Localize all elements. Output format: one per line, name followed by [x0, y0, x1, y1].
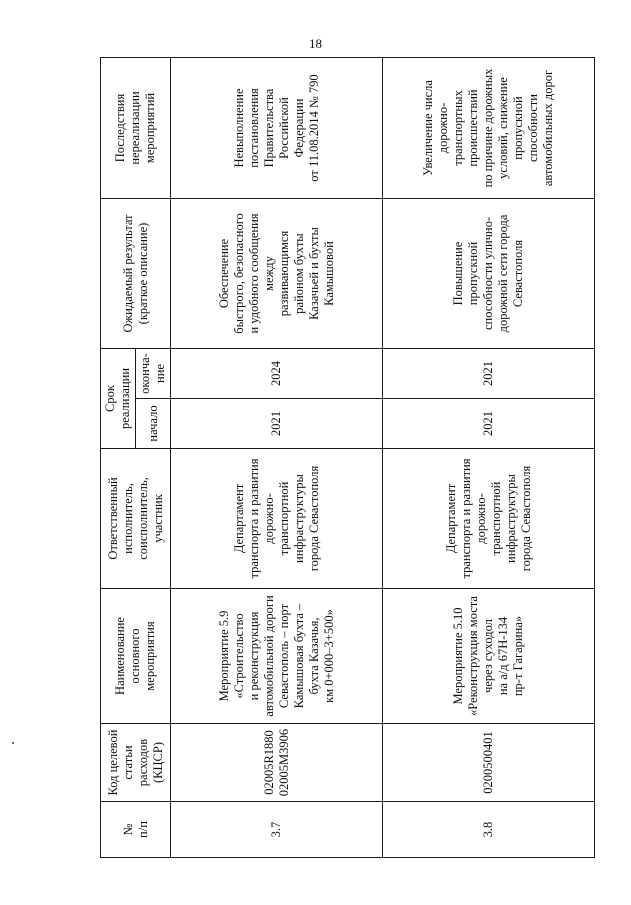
row-responsible: Департамент транспорта и развития дорожно- транспортной инфраструктуры города Севастополя [171, 449, 383, 589]
header-end: оконча- ние [136, 349, 171, 399]
header-consequences: Последствия нереализации мероприятий [101, 58, 171, 199]
row-num: 3.8 [383, 802, 595, 858]
header-result: Ожидаемый результат (краткое описание) [101, 199, 171, 349]
row-consequences: Увеличение числа дорожно- транспортных происшествий по причине дорожных условий, снижение пропускной способности автомобильных дорог [383, 58, 595, 199]
page-number: 18 [309, 36, 322, 51]
row-name: Мероприятие 5.10 «Реконструкция моста через суходол на а/д 67Н-134 пр-т Гагарина» [383, 589, 595, 724]
row-responsible: Департамент транспорта и развития дорожно- транспортной инфраструктуры города Севастополя [383, 449, 595, 589]
row-code: 02005R1880 02005M3906 [171, 724, 383, 802]
row-code: 0200500401 [383, 724, 595, 802]
header-start: начало [136, 399, 171, 449]
scan-artifact [12, 742, 14, 744]
row-num: 3.7 [171, 802, 383, 858]
header-responsible: Ответственный исполнитель, соисполнитель, участник [101, 449, 171, 589]
header-num: № п/п [101, 802, 171, 858]
header-name: Наименование основного мероприятия [101, 589, 171, 724]
row-consequences: Невыполнение постановления Правительства Российской Федерации от 11.08.2014 № 790 [171, 58, 383, 199]
row-end: 2024 [171, 349, 383, 399]
row-start: 2021 [171, 399, 383, 449]
table-row [383, 58, 595, 858]
header-code: Код целевой статьи расходов (КЦСР) [101, 724, 171, 802]
measures-table [100, 57, 595, 858]
row-name: Мероприятие 5.9 «Строительство и реконструкция автомобильной дороги Севастополь – порт Камышовая бухта – бухта Казачья, км 0+000–3+500» [171, 589, 383, 724]
row-result: Повышение пропускной способности улично- дорожной сети города Севастополя [383, 199, 595, 349]
rotated-table-container [100, 58, 580, 858]
row-result: Обеспечение быстрого, безопасного и удобного сообщения между развивающимся районом бухты Казачьей и бухты Камышовой [171, 199, 383, 349]
header-term: Срок реализации [101, 349, 136, 449]
row-start: 2021 [383, 399, 595, 449]
row-end: 2021 [383, 349, 595, 399]
table-row [171, 58, 383, 858]
